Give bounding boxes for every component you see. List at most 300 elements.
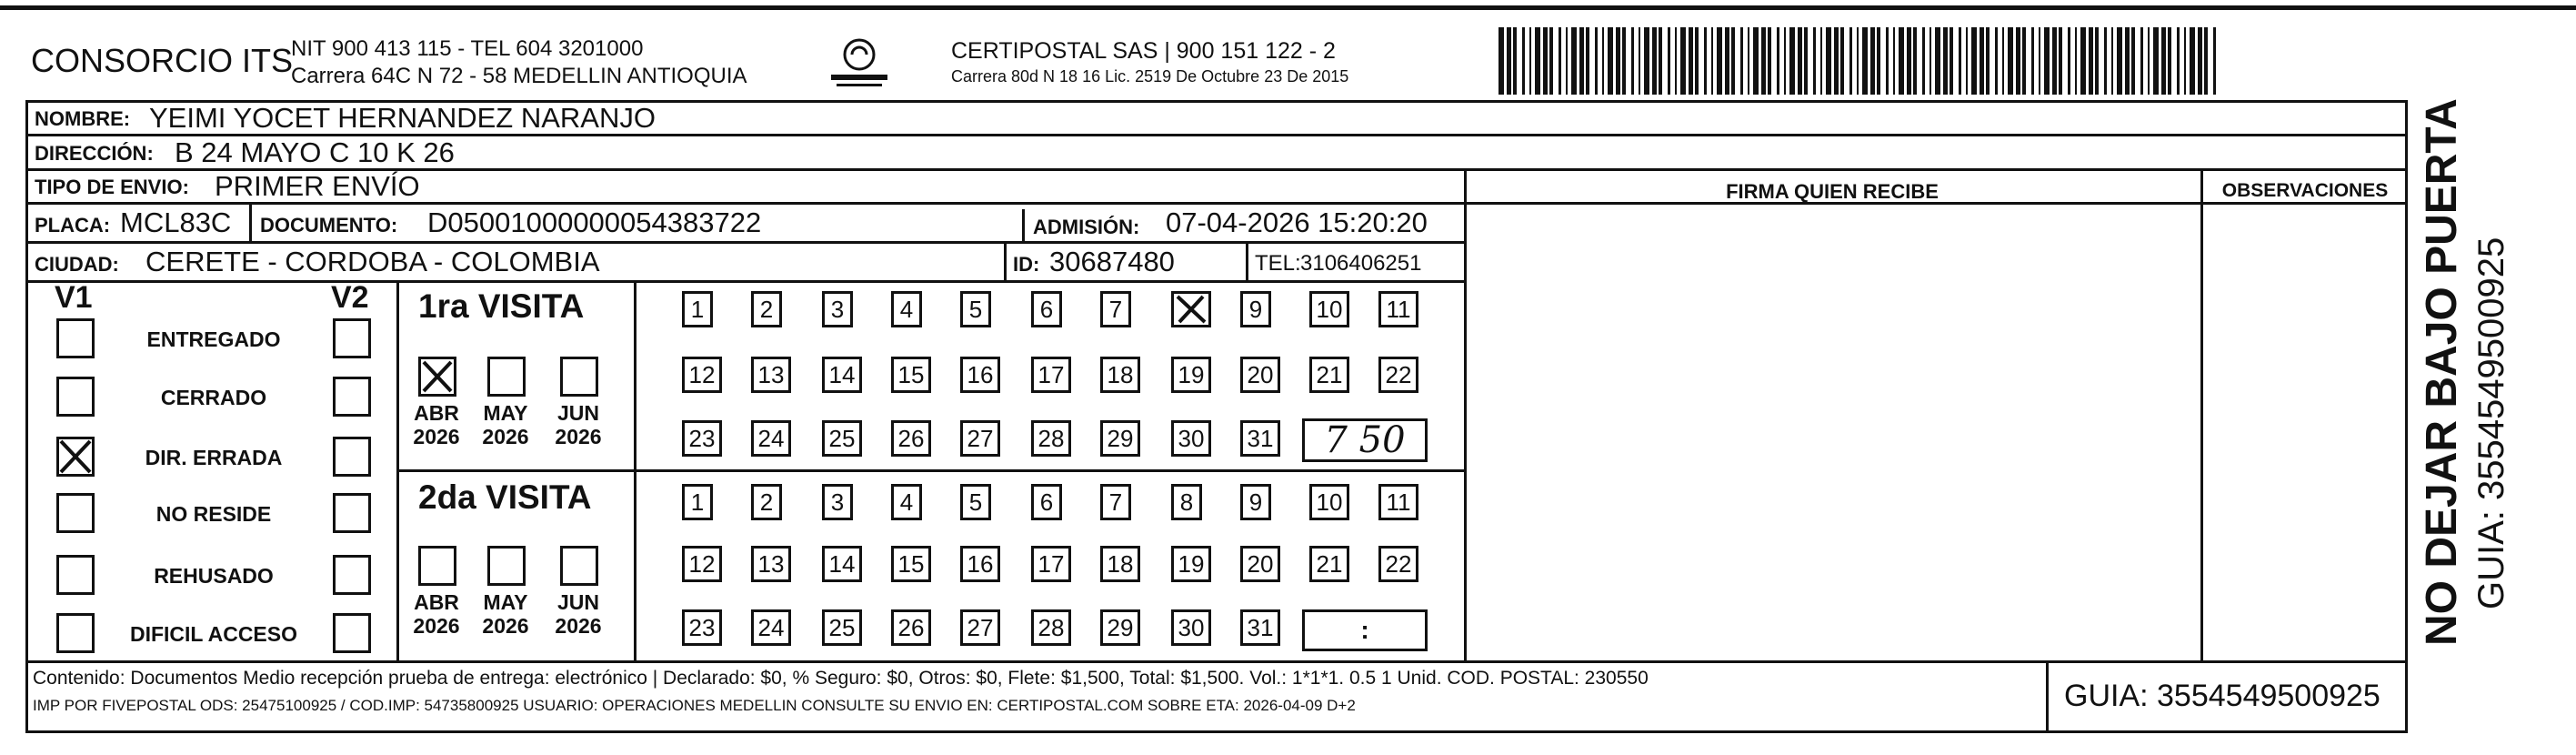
second-visit-day-number: 28 bbox=[1037, 614, 1065, 641]
documento-value: D05001000000054383722 bbox=[427, 206, 762, 238]
barcode-bar bbox=[1644, 27, 1649, 95]
status-option-label: REHUSADO bbox=[154, 564, 274, 588]
barcode-bar bbox=[2177, 27, 2180, 95]
second-visit-day-number: 18 bbox=[1107, 550, 1134, 578]
carrier-name: CERTIPOSTAL SAS | 900 151 122 - 2 bbox=[951, 38, 1336, 64]
first-visit-day-number: 25 bbox=[828, 425, 856, 452]
side-notice: NO DEJAR BAJO PUERTA bbox=[2418, 98, 2466, 646]
admision-label: ADMISIÓN: bbox=[1033, 216, 1140, 238]
barcode-bar bbox=[1922, 27, 1925, 95]
second-visit-day-number: 4 bbox=[899, 488, 914, 516]
second-visit-day-number: 2 bbox=[759, 488, 774, 516]
barcode-bar bbox=[1668, 27, 1670, 95]
second-visit-day-box[interactable] bbox=[1378, 546, 1418, 582]
first-visit-time: 7 50 bbox=[1324, 419, 1406, 461]
barcode-bar bbox=[1631, 27, 1634, 95]
tipo-envio-label: TIPO DE ENVIO: bbox=[35, 176, 189, 198]
first-visit-day-box[interactable] bbox=[822, 420, 862, 457]
first-visit-day-number: 31 bbox=[1247, 425, 1274, 452]
second-visit-month-label: MAY bbox=[483, 590, 528, 614]
second-visit-month-label: ABR bbox=[414, 590, 459, 614]
barcode-bar bbox=[2168, 27, 2171, 95]
v1-checkbox[interactable] bbox=[56, 377, 95, 417]
barcode-bar bbox=[2117, 27, 2122, 95]
v2-checkbox[interactable] bbox=[333, 613, 371, 653]
first-visit-day-number: 2 bbox=[759, 296, 774, 323]
barcode-bar bbox=[1725, 27, 1729, 95]
first-visit-day-number: 20 bbox=[1247, 361, 1274, 388]
barcode-bar bbox=[1804, 27, 1808, 95]
barcode-bar bbox=[1513, 27, 1517, 95]
second-visit-day-box[interactable] bbox=[822, 484, 853, 520]
barcode-bar bbox=[1586, 27, 1589, 95]
barcode-bar bbox=[1813, 27, 1816, 95]
barcode-bar bbox=[1704, 27, 1707, 95]
second-visit-day-box[interactable] bbox=[1309, 546, 1349, 582]
v2-checkbox[interactable] bbox=[333, 318, 371, 358]
barcode-bar bbox=[1639, 27, 1640, 95]
second-visit-day-number: 10 bbox=[1316, 488, 1343, 516]
first-visit-day-box[interactable] bbox=[1309, 357, 1349, 393]
barcode-bar bbox=[2016, 27, 2020, 95]
barcode-bar bbox=[2089, 27, 2093, 95]
barcode-bar bbox=[1935, 27, 1940, 95]
barcode-bar bbox=[1959, 27, 1961, 95]
first-visit-day-number: 22 bbox=[1385, 361, 1412, 388]
first-visit-month-label: MAY bbox=[483, 401, 528, 425]
barcode-bar bbox=[1675, 27, 1677, 95]
first-visit-day-box[interactable] bbox=[751, 357, 791, 393]
first-visit-day-box[interactable] bbox=[1171, 420, 1211, 457]
second-visit-day-box[interactable] bbox=[682, 546, 722, 582]
first-visit-day-box[interactable] bbox=[891, 357, 931, 393]
barcode-bar bbox=[1717, 27, 1722, 95]
second-visit-day-box[interactable] bbox=[822, 546, 862, 582]
first-visit-day-box[interactable] bbox=[751, 291, 782, 327]
first-visit-day-box[interactable] bbox=[682, 291, 713, 327]
second-visit-day-box[interactable] bbox=[960, 484, 991, 520]
first-visit-month-label: JUN bbox=[556, 401, 599, 425]
barcode-bar bbox=[1595, 27, 1598, 95]
barcode-bar bbox=[1522, 27, 1525, 95]
barcode-bar bbox=[1498, 27, 1504, 95]
second-visit-year-label: 2026 bbox=[482, 614, 529, 638]
barcode-bar bbox=[1566, 27, 1568, 95]
second-visit-year-label: 2026 bbox=[555, 614, 602, 638]
barcode-bar bbox=[1913, 27, 1917, 95]
second-visit-day-number: 24 bbox=[757, 614, 785, 641]
v2-checkbox[interactable] bbox=[333, 493, 371, 533]
barcode-bar bbox=[1507, 27, 1511, 95]
barcode-bar bbox=[1680, 27, 1686, 95]
first-visit-day-number: 26 bbox=[897, 425, 925, 452]
tipo-envio-value: PRIMER ENVÍO bbox=[215, 170, 420, 202]
first-visit-day-number: 15 bbox=[897, 361, 925, 388]
first-visit-day-number: 9 bbox=[1248, 296, 1263, 323]
second-visit-day-box[interactable] bbox=[1031, 609, 1071, 646]
firma-header: FIRMA QUIEN RECIBE bbox=[1726, 180, 1939, 203]
barcode-bar bbox=[2161, 27, 2166, 95]
first-visit-day-number: 19 bbox=[1178, 361, 1205, 388]
barcode-bar bbox=[2008, 27, 2013, 95]
first-visit-day-box[interactable] bbox=[1378, 357, 1418, 393]
second-visit-month-checkbox[interactable] bbox=[418, 546, 456, 586]
first-visit-month-checkbox[interactable] bbox=[560, 357, 598, 397]
status-option-label: CERRADO bbox=[160, 386, 267, 409]
first-visit-day-box[interactable] bbox=[891, 420, 931, 457]
second-visit-day-number: 12 bbox=[688, 550, 716, 578]
second-visit-day-box[interactable] bbox=[891, 609, 931, 646]
second-visit-day-number: 3 bbox=[830, 488, 845, 516]
barcode-bar bbox=[2125, 27, 2130, 95]
barcode-bar bbox=[1608, 27, 1613, 95]
first-visit-day-number: 17 bbox=[1037, 361, 1065, 388]
first-visit-day-check-mark bbox=[1174, 294, 1208, 325]
first-visit-day-box[interactable] bbox=[1309, 291, 1349, 327]
first-visit-month-label: ABR bbox=[414, 401, 459, 425]
barcode-bar bbox=[1826, 27, 1831, 95]
placa-label: PLACA: bbox=[35, 214, 111, 237]
first-visit-year-label: 2026 bbox=[555, 425, 602, 448]
certipostal-logo bbox=[827, 33, 891, 91]
barcode-bar bbox=[1549, 27, 1553, 95]
barcode-bar bbox=[1753, 27, 1759, 95]
barcode-bar bbox=[1535, 27, 1540, 95]
second-visit-title: 2da VISITA bbox=[418, 478, 592, 516]
second-visit-year-label: 2026 bbox=[413, 614, 460, 638]
first-visit-day-box[interactable] bbox=[1100, 291, 1131, 327]
second-visit-day-box[interactable] bbox=[751, 484, 782, 520]
barcode-bar bbox=[1579, 27, 1584, 95]
second-visit-day-number: 5 bbox=[968, 488, 983, 516]
barcode-bar bbox=[2198, 27, 2202, 95]
second-visit-day-number: 21 bbox=[1316, 550, 1343, 578]
barcode-bar bbox=[2148, 27, 2150, 95]
second-visit-day-number: 23 bbox=[688, 614, 716, 641]
tel-label: TEL: bbox=[1255, 251, 1301, 276]
v1-checkbox[interactable] bbox=[56, 318, 95, 358]
barcode-bar bbox=[2140, 27, 2143, 95]
first-visit-day-number: 28 bbox=[1037, 425, 1065, 452]
barcode-bar bbox=[1748, 27, 1749, 95]
first-visit-time-box[interactable] bbox=[1302, 418, 1428, 462]
barcode-bar bbox=[2068, 27, 2070, 95]
direccion-label: DIRECCIÓN: bbox=[35, 142, 154, 165]
barcode-bar bbox=[1689, 27, 1693, 95]
barcode-bar bbox=[1907, 27, 1911, 95]
second-visit-day-number: 19 bbox=[1178, 550, 1205, 578]
second-visit-day-number: 13 bbox=[757, 550, 785, 578]
first-visit-day-number: 1 bbox=[690, 296, 705, 323]
second-visit-day-box[interactable] bbox=[1100, 484, 1131, 520]
barcode-bar bbox=[1652, 27, 1657, 95]
barcode-bar bbox=[1929, 27, 1931, 95]
barcode-bar bbox=[1971, 27, 1977, 95]
first-visit-month-checkbox[interactable] bbox=[418, 357, 456, 397]
documento-label: DOCUMENTO: bbox=[260, 214, 398, 237]
footer-contenido: Contenido: Documentos Medio recepción prueba de entrega: electrónico | Declarado: $0, % Seguro: $0, Otros: $0, Flete: $1,500, Total: $1,500. Vol.: 1*1*1. 0.5 1 Unid. COD. POSTAL: 230550 bbox=[33, 668, 1649, 689]
first-visit-day-number: 7 bbox=[1108, 296, 1123, 323]
first-visit-day-box[interactable] bbox=[1031, 291, 1062, 327]
barcode-bar bbox=[1840, 27, 1844, 95]
first-visit-day-number: 11 bbox=[1386, 296, 1411, 323]
status-option-label: DIFICIL ACCESO bbox=[129, 622, 297, 646]
second-visit-day-number: 22 bbox=[1385, 550, 1412, 578]
second-visit-day-box[interactable] bbox=[682, 484, 713, 520]
second-visit-day-number: 6 bbox=[1039, 488, 1054, 516]
barcode-bar bbox=[1849, 27, 1852, 95]
second-visit-day-box[interactable] bbox=[891, 484, 922, 520]
second-visit-time: : bbox=[1360, 616, 1369, 644]
barcode-bar bbox=[2039, 27, 2040, 95]
second-visit-day-box[interactable] bbox=[682, 609, 722, 646]
v1-checkbox[interactable] bbox=[56, 493, 95, 533]
second-visit-month-checkbox[interactable] bbox=[487, 546, 526, 586]
observaciones-area[interactable] bbox=[2203, 204, 2405, 659]
second-visit-day-box[interactable] bbox=[1031, 546, 1071, 582]
second-visit-day-box[interactable] bbox=[1240, 609, 1280, 646]
second-visit-day-number: 17 bbox=[1037, 550, 1065, 578]
second-visit-day-number: 20 bbox=[1247, 550, 1274, 578]
status-option-label: ENTREGADO bbox=[146, 327, 281, 351]
second-visit-day-number: 9 bbox=[1248, 488, 1263, 516]
first-visit-day-box[interactable] bbox=[1240, 357, 1280, 393]
barcode-bar bbox=[2002, 27, 2004, 95]
second-visit-month-checkbox[interactable] bbox=[560, 546, 598, 586]
barcode-bar bbox=[2031, 27, 2034, 95]
barcode-bar bbox=[1529, 27, 1531, 95]
first-visit-day-number: 18 bbox=[1107, 361, 1134, 388]
first-visit-day-box[interactable] bbox=[1378, 291, 1418, 327]
first-visit-year-label: 2026 bbox=[482, 425, 529, 448]
carrier-address: Carrera 80d N 18 16 Lic. 2519 De Octubre 23 De 2015 bbox=[951, 67, 1349, 86]
company-nit-tel: NIT 900 413 115 - TEL 604 3201000 bbox=[291, 36, 644, 61]
company-address: Carrera 64C N 72 - 58 MEDELLIN ANTIOQUIA bbox=[291, 64, 747, 88]
second-visit-day-number: 15 bbox=[897, 550, 925, 578]
barcode-bar bbox=[1731, 27, 1735, 95]
second-visit-day-box[interactable] bbox=[751, 609, 791, 646]
first-visit-day-box[interactable] bbox=[1100, 357, 1140, 393]
first-visit-day-box[interactable] bbox=[960, 357, 1000, 393]
first-visit-day-number: 24 bbox=[757, 425, 785, 452]
barcode-bar bbox=[1740, 27, 1743, 95]
second-visit-day-box[interactable] bbox=[1171, 609, 1211, 646]
second-visit-day-box[interactable] bbox=[1100, 609, 1140, 646]
barcode-bar bbox=[1877, 27, 1880, 95]
barcode-bar bbox=[2153, 27, 2159, 95]
barcode-bar bbox=[2095, 27, 2099, 95]
nombre-value: YEIMI YOCET HERNANDEZ NARANJO bbox=[149, 102, 656, 134]
barcode-bar bbox=[1862, 27, 1868, 95]
first-visit-day-box[interactable] bbox=[822, 357, 862, 393]
v2-header: V2 bbox=[331, 280, 369, 315]
admision-value: 07-04-2026 15:20:20 bbox=[1166, 206, 1428, 238]
second-visit-day-number: 16 bbox=[967, 550, 994, 578]
company-name: CONSORCIO ITS bbox=[31, 42, 294, 79]
tel-value: 3106406251 bbox=[1300, 251, 1422, 276]
first-visit-day-number: 21 bbox=[1316, 361, 1343, 388]
first-visit-day-box[interactable] bbox=[1240, 420, 1280, 457]
second-visit-day-number: 31 bbox=[1247, 614, 1274, 641]
second-visit-day-number: 30 bbox=[1178, 614, 1205, 641]
barcode-bar bbox=[1820, 27, 1822, 95]
barcode-bar bbox=[1798, 27, 1802, 95]
first-visit-day-box[interactable] bbox=[1031, 357, 1071, 393]
barcode bbox=[1498, 27, 2226, 95]
barcode-bar bbox=[1784, 27, 1786, 95]
barcode-bar bbox=[1571, 27, 1577, 95]
barcode-bar bbox=[2022, 27, 2026, 95]
v1-checkbox[interactable] bbox=[56, 437, 95, 477]
first-visit-day-number: 27 bbox=[967, 425, 994, 452]
barcode-bar bbox=[2080, 27, 2086, 95]
id-label: ID: bbox=[1013, 253, 1040, 276]
first-visit-day-box[interactable] bbox=[1100, 420, 1140, 457]
first-visit-day-number: 3 bbox=[830, 296, 845, 323]
barcode-bar bbox=[2204, 27, 2208, 95]
first-visit-day-number: 6 bbox=[1039, 296, 1054, 323]
barcode-bar bbox=[2075, 27, 2077, 95]
second-visit-day-box[interactable] bbox=[891, 546, 931, 582]
first-visit-day-box[interactable] bbox=[1171, 357, 1211, 393]
second-visit-month-label: JUN bbox=[556, 590, 599, 614]
barcode-bar bbox=[2104, 27, 2107, 95]
barcode-bar bbox=[1768, 27, 1771, 95]
first-visit-day-number: 13 bbox=[757, 361, 785, 388]
barcode-bar bbox=[1857, 27, 1859, 95]
barcode-bar bbox=[1966, 27, 1968, 95]
observaciones-header: OBSERVACIONES bbox=[2221, 180, 2389, 201]
first-visit-day-box[interactable] bbox=[1171, 291, 1211, 327]
side-guia: GUIA: 3554549500925 bbox=[2471, 237, 2511, 609]
barcode-bar bbox=[2213, 27, 2216, 95]
first-visit-day-box[interactable] bbox=[891, 291, 922, 327]
nombre-label: NOMBRE: bbox=[35, 107, 131, 130]
barcode-bar bbox=[1870, 27, 1875, 95]
id-value: 30687480 bbox=[1049, 246, 1175, 277]
v2-checkbox[interactable] bbox=[333, 377, 371, 417]
second-visit-day-number: 14 bbox=[828, 550, 856, 578]
second-visit-time-box[interactable] bbox=[1302, 609, 1428, 651]
second-visit-day-box[interactable] bbox=[960, 609, 1000, 646]
first-visit-day-number: 16 bbox=[967, 361, 994, 388]
direccion-value: B 24 MAYO C 10 K 26 bbox=[175, 136, 455, 168]
second-visit-day-box[interactable] bbox=[751, 546, 791, 582]
barcode-bar bbox=[1950, 27, 1953, 95]
first-visit-day-box[interactable] bbox=[822, 291, 853, 327]
v2-checkbox[interactable] bbox=[333, 437, 371, 477]
barcode-bar bbox=[1761, 27, 1766, 95]
first-visit-day-number: 30 bbox=[1178, 425, 1205, 452]
side-notice-wrapper bbox=[2414, 98, 2569, 646]
barcode-bar bbox=[1777, 27, 1779, 95]
second-visit-day-box[interactable] bbox=[960, 546, 1000, 582]
first-visit-day-box[interactable] bbox=[960, 291, 991, 327]
barcode-bar bbox=[1986, 27, 1990, 95]
ciudad-value: CERETE - CORDOBA - COLOMBIA bbox=[145, 246, 600, 277]
barcode-bar bbox=[1899, 27, 1904, 95]
second-visit-day-box[interactable] bbox=[1171, 546, 1211, 582]
barcode-bar bbox=[1559, 27, 1561, 95]
second-visit-day-box[interactable] bbox=[1171, 484, 1202, 520]
barcode-bar bbox=[1602, 27, 1604, 95]
second-visit-day-box[interactable] bbox=[1031, 484, 1062, 520]
first-visit-day-number: 4 bbox=[899, 296, 914, 323]
first-visit-day-box[interactable] bbox=[1240, 291, 1271, 327]
second-visit-day-box[interactable] bbox=[1240, 484, 1271, 520]
footer-guia: GUIA: 3554549500925 bbox=[2064, 679, 2381, 713]
barcode-bar bbox=[1980, 27, 1984, 95]
barcode-bar bbox=[1893, 27, 1895, 95]
v1-checkbox[interactable] bbox=[56, 613, 95, 653]
barcode-bar bbox=[1711, 27, 1713, 95]
v1-checkbox[interactable] bbox=[56, 555, 95, 595]
second-visit-day-box[interactable] bbox=[1378, 484, 1418, 520]
first-visit-day-number: 14 bbox=[828, 361, 856, 388]
second-visit-day-box[interactable] bbox=[822, 609, 862, 646]
barcode-bar bbox=[2184, 27, 2186, 95]
status-option-label: DIR. ERRADA bbox=[145, 446, 283, 469]
barcode-bar bbox=[1659, 27, 1662, 95]
barcode-bar bbox=[2190, 27, 2195, 95]
firma-area[interactable] bbox=[1467, 204, 2199, 659]
ciudad-label: CIUDAD: bbox=[35, 253, 119, 276]
second-visit-day-number: 29 bbox=[1107, 614, 1134, 641]
barcode-bar bbox=[1695, 27, 1699, 95]
barcode-bar bbox=[2131, 27, 2135, 95]
v2-checkbox[interactable] bbox=[333, 555, 371, 595]
first-visit-day-number: 12 bbox=[688, 361, 716, 388]
barcode-bar bbox=[1834, 27, 1839, 95]
v1-header: V1 bbox=[55, 280, 93, 315]
barcode-bar bbox=[1789, 27, 1795, 95]
second-visit-day-number: 27 bbox=[967, 614, 994, 641]
barcode-bar bbox=[1543, 27, 1548, 95]
first-visit-day-box[interactable] bbox=[682, 420, 722, 457]
first-visit-day-number: 10 bbox=[1316, 296, 1343, 323]
status-option-label: NO RESIDE bbox=[155, 502, 272, 526]
second-visit-day-number: 26 bbox=[897, 614, 925, 641]
first-visit-day-box[interactable] bbox=[1031, 420, 1071, 457]
barcode-bar bbox=[2044, 27, 2050, 95]
second-visit-day-box[interactable] bbox=[1100, 546, 1140, 582]
barcode-bar bbox=[1943, 27, 1948, 95]
second-visit-day-number: 7 bbox=[1108, 488, 1123, 516]
first-visit-day-box[interactable] bbox=[751, 420, 791, 457]
first-visit-year-label: 2026 bbox=[413, 425, 460, 448]
second-visit-day-number: 1 bbox=[690, 488, 705, 516]
second-visit-day-box[interactable] bbox=[1309, 484, 1349, 520]
second-visit-day-number: 11 bbox=[1386, 488, 1411, 516]
barcode-bar bbox=[1616, 27, 1620, 95]
first-visit-day-box[interactable] bbox=[682, 357, 722, 393]
barcode-bar bbox=[2111, 27, 2113, 95]
barcode-bar bbox=[1995, 27, 1998, 95]
second-visit-day-number: 8 bbox=[1179, 488, 1194, 516]
top-border bbox=[0, 5, 2576, 10]
footer-imp: IMP POR FIVEPOSTAL ODS: 25475100925 / COD.IMP: 54735800925 USUARIO: OPERACIONES MEDELLIN CONSULTE SU ENVIO EN: CERTIPOSTAL.COM SOBRE ETA: 2026-04-09 D+2 bbox=[33, 697, 1356, 714]
first-visit-day-number: 29 bbox=[1107, 425, 1134, 452]
first-visit-day-box[interactable] bbox=[960, 420, 1000, 457]
barcode-bar bbox=[1622, 27, 1626, 95]
second-visit-day-number: 25 bbox=[828, 614, 856, 641]
first-visit-month-checkbox[interactable] bbox=[487, 357, 526, 397]
barcode-bar bbox=[2059, 27, 2062, 95]
second-visit-day-box[interactable] bbox=[1240, 546, 1280, 582]
first-visit-day-number: 23 bbox=[688, 425, 716, 452]
barcode-bar bbox=[1886, 27, 1889, 95]
first-visit-title: 1ra VISITA bbox=[418, 287, 585, 325]
